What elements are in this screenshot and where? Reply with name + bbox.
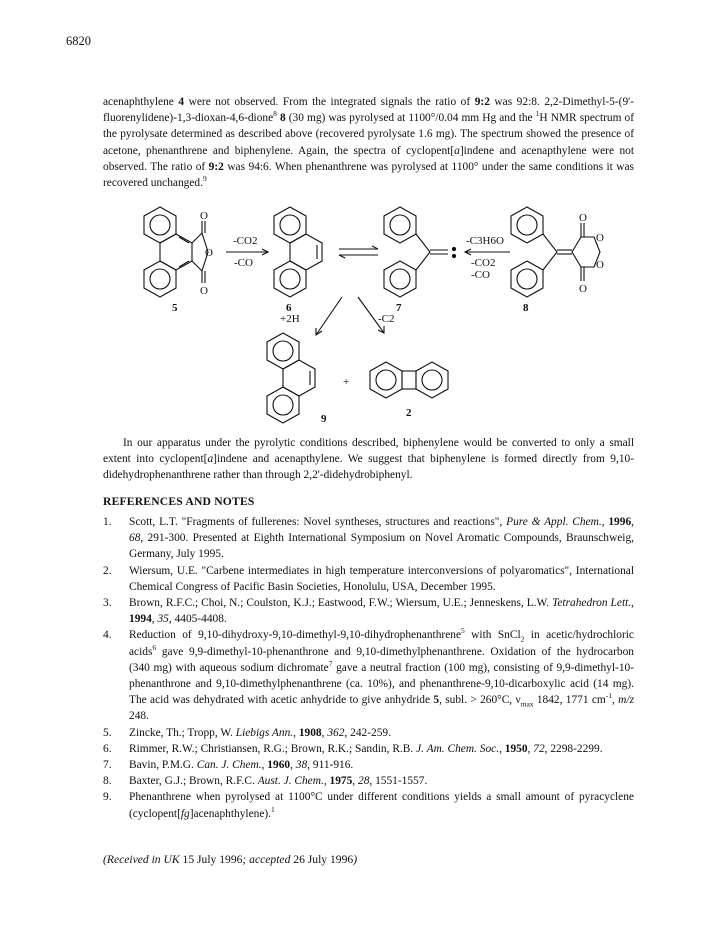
text-run: gave a neutral fraction (100 mg), consisting of 9,9-dimethyl-10-phenanthrone and 9,10-dimethylphenanthrene (ca. 10%), and phenanthrene-9,10-dicarboxylic acid (14 mg). The acid was dehydrated with acetic anhydride to give anhydride xyxy=(129,661,634,707)
atom-o: O xyxy=(579,212,587,224)
text-run: was 92:8. 2,2-Dimethyl-5-(9'-fluorenylidene)-1,3-dioxan-4,6-dione xyxy=(103,96,634,125)
text-run: ; accepted xyxy=(242,853,294,866)
text-run: 1994 xyxy=(129,613,152,626)
text-run: 1 xyxy=(535,109,540,119)
text-run: Reduction of 9,10-dihydroxy-9,10-dimethyl-9,10-dihydrophenanthrene xyxy=(129,629,462,642)
text-run: a xyxy=(454,144,460,157)
text-run: ) xyxy=(353,853,358,866)
text-run: 7 xyxy=(328,659,333,669)
text-run: , 1551-1557. xyxy=(369,775,428,788)
text-run: , xyxy=(631,516,634,528)
text-run: J. Am. Chem. Soc. xyxy=(416,742,500,755)
reference-number: 6. xyxy=(103,742,112,755)
text-run: 9:2 xyxy=(474,96,490,108)
text-run: 5 xyxy=(433,694,440,707)
structure-7 xyxy=(384,207,456,297)
compound-label-6: 6 xyxy=(286,302,292,314)
structure-2 xyxy=(370,362,448,398)
compound-label-8: 8 xyxy=(523,302,529,314)
text-run: 1842, 1771 cm xyxy=(533,694,606,707)
text-run: in acetic/hydrochloric acids xyxy=(129,629,634,658)
paragraph-results xyxy=(103,94,634,191)
text-run: , xyxy=(612,694,619,707)
text-run: 1908 xyxy=(298,726,322,739)
structure-5 xyxy=(144,207,208,297)
reference-item xyxy=(103,563,634,595)
arrow3-bottom1-label: -CO2 xyxy=(471,257,496,269)
references-list xyxy=(103,514,634,822)
reference-item xyxy=(103,725,634,741)
text-run: Can. J. Chem. xyxy=(196,759,262,772)
text-run: Rimmer, R.W.; Christiansen, R.G.; Brown, R.K.; Sandin, R.B. xyxy=(129,742,417,755)
arrow3-bottom2-label: -CO xyxy=(471,269,490,281)
reference-number: 1. xyxy=(103,516,112,528)
reaction-scheme xyxy=(120,205,604,427)
reference-item xyxy=(103,789,634,821)
reference-number: 8. xyxy=(103,775,112,788)
reference-item xyxy=(103,757,634,773)
text-run: , subl. > 260°C, ν xyxy=(439,694,521,707)
text-run: 1 xyxy=(271,804,275,814)
text-run: , 291-300. Presented at Eighth International Symposium on Novel Aromatic Compounds, Braunschweig, Germany, July 1995. xyxy=(129,532,634,561)
atom-o: O xyxy=(596,259,604,271)
arrow3-top-label: -C3H6O xyxy=(466,235,504,247)
text-run: Aust. J. Chem. xyxy=(257,775,324,788)
text-run: ]indene and acenapthylene were not observed. The ratio of xyxy=(103,144,634,173)
reference-number: 5. xyxy=(103,726,112,739)
atom-o: O xyxy=(205,247,213,259)
text-run: max xyxy=(520,699,534,709)
reference-number: 4. xyxy=(103,629,112,642)
text-run: Zincke, Th.; Tropp, W. xyxy=(129,726,236,739)
text-run: 38 xyxy=(295,759,308,772)
page-number: 6820 xyxy=(66,34,91,48)
compound-label-7: 7 xyxy=(396,302,402,314)
reference-item xyxy=(103,514,634,563)
text-run: 26 July 1996 xyxy=(293,853,354,866)
text-run: 248. xyxy=(129,710,149,723)
text-run: ]indene and acenapthylene. We suggest that biphenylene is formed directly from 9,10-didehydrophenanthrene rather than through 2,2'-didehydrobiphenyl. xyxy=(103,453,635,482)
text-run: 8 xyxy=(279,112,286,125)
text-run: 28 xyxy=(358,775,370,788)
text-run: gave 9,9-dimethyl-10-phenanthrone and 9,10-dimethylphenanthrene. Oxidation of the hydrocarbon (340 mg) with aqueous sodium dichromate xyxy=(129,645,634,674)
received-dates xyxy=(103,853,357,866)
text-run: Brown, R.F.C.; Choi, N.; Coulston, K.J.; Eastwood, F.W.; Wiersum, U.E.; Jenneskens, L.W. xyxy=(129,597,553,610)
text-run: , 4405-4408. xyxy=(168,613,227,626)
references-heading: REFERENCES AND NOTES xyxy=(103,495,255,508)
text-run: a xyxy=(207,453,214,466)
text-run: 1960 xyxy=(267,759,291,772)
text-run: -1 xyxy=(605,691,613,701)
compound-label-2: 2 xyxy=(406,407,412,419)
text-run: 362 xyxy=(327,726,345,739)
text-run: Baxter, G.J.; Brown, R.F.C. xyxy=(129,775,258,788)
reference-item xyxy=(103,627,634,724)
text-run: 5 xyxy=(461,626,465,636)
text-run: 4 xyxy=(178,96,185,108)
reference-number: 7. xyxy=(103,759,112,772)
text-run: 9:2 xyxy=(208,160,224,173)
structure-6 xyxy=(274,207,322,297)
atom-o: O xyxy=(200,285,208,297)
atom-o: O xyxy=(579,283,587,295)
text-run: , xyxy=(321,726,328,739)
paragraph-discussion xyxy=(103,435,634,484)
text-run: Bavin, P.M.G. xyxy=(129,759,197,772)
minus-c2-label: -C2 xyxy=(378,313,395,325)
text-run: H NMR spectrum of the pyrolysate determined as described above (recovered pyrolysate 1.6 mg). The spectrum showed the presence of acetone, phenanthrene and biphenylene. Again, the spectra of cyclopent[ xyxy=(103,112,634,157)
text-run: 15 July 1996 xyxy=(182,853,243,866)
text-run: 1975 xyxy=(329,775,353,788)
text-run: (30 mg) was pyrolysed at 1100°/0.04 mm Hg and the xyxy=(285,112,536,125)
compound-label-9: 9 xyxy=(321,413,327,425)
text-run: Tetrahedron Lett. xyxy=(552,597,632,610)
text-run: , xyxy=(352,775,358,788)
compound-label-5: 5 xyxy=(172,302,178,314)
text-run: m/z xyxy=(618,694,634,707)
reference-number: 9. xyxy=(103,791,112,804)
text-run: fg xyxy=(180,807,190,820)
structure-9 xyxy=(267,333,315,423)
text-run: 9 xyxy=(202,174,207,184)
text-run: , xyxy=(151,613,158,626)
text-run: 72 xyxy=(533,742,545,755)
text-run: , 2298-2299. xyxy=(544,742,603,755)
text-run: In our apparatus under the pyrolytic conditions described, biphenylene would be converted to only a small extent into cyclopent[ xyxy=(103,437,634,466)
arrow1-top-label: -CO2 xyxy=(233,235,258,247)
text-run: with SnCl xyxy=(464,629,521,642)
text-run: , xyxy=(601,516,609,528)
text-run: ]acenaphthylene). xyxy=(189,807,272,820)
atom-o: O xyxy=(200,210,208,222)
text-run: , xyxy=(499,742,505,755)
text-run: Wiersum, U.E. "Carbene intermediates in high temperature interconversions of polyaromatics", International Chemical Congress of Pacific Basin Societies, Honolulu, USA, December 1995. xyxy=(129,564,634,593)
reference-item xyxy=(103,741,634,757)
reference-item xyxy=(103,595,634,627)
reference-item xyxy=(103,773,634,789)
text-run: were not observed. From the integrated signals the ratio of xyxy=(184,96,475,108)
text-run: , 911-916. xyxy=(307,759,354,772)
text-run: Scott, L.T. "Fragments of fullerenes: Novel syntheses, structures and reactions", xyxy=(129,516,507,528)
text-run: Liebigs Ann. xyxy=(235,726,294,739)
text-run: was 94:6. When phenanthrene was pyrolysed at 1100° under the same conditions it was recovered unchanged. xyxy=(103,160,634,190)
scheme-structures xyxy=(144,207,600,423)
text-run: 1950 xyxy=(504,742,528,755)
text-run: 2 xyxy=(520,634,525,644)
plus-2h-label: +2H xyxy=(280,313,300,325)
text-run: Phenanthrene when pyrolysed at 1100°C under different conditions yields a small amount of pyracyclene (cyclopent[ xyxy=(129,791,634,820)
text-run: 8 xyxy=(273,109,277,119)
text-run: acenaphthylene xyxy=(103,96,179,108)
text-run: 68 xyxy=(129,532,141,545)
text-run: , xyxy=(293,726,299,739)
reference-number: 2. xyxy=(103,564,112,577)
arrow1-bottom-label: -CO xyxy=(234,257,253,269)
atom-o: O xyxy=(596,232,604,244)
plus-sign: + xyxy=(343,376,350,388)
text-run: , xyxy=(527,742,534,755)
text-run: 1996 xyxy=(608,516,632,528)
text-run: 6 xyxy=(152,642,157,652)
text-run: , xyxy=(631,597,634,610)
text-run: , xyxy=(261,759,268,772)
text-run: (Received in UK xyxy=(103,853,183,866)
text-run: , xyxy=(290,759,296,772)
text-run: Pure & Appl. Chem. xyxy=(506,516,602,528)
text-run: 35 xyxy=(157,613,169,626)
text-run: , xyxy=(323,775,330,788)
text-run: , 242-259. xyxy=(344,726,391,739)
reference-number: 3. xyxy=(103,597,112,610)
